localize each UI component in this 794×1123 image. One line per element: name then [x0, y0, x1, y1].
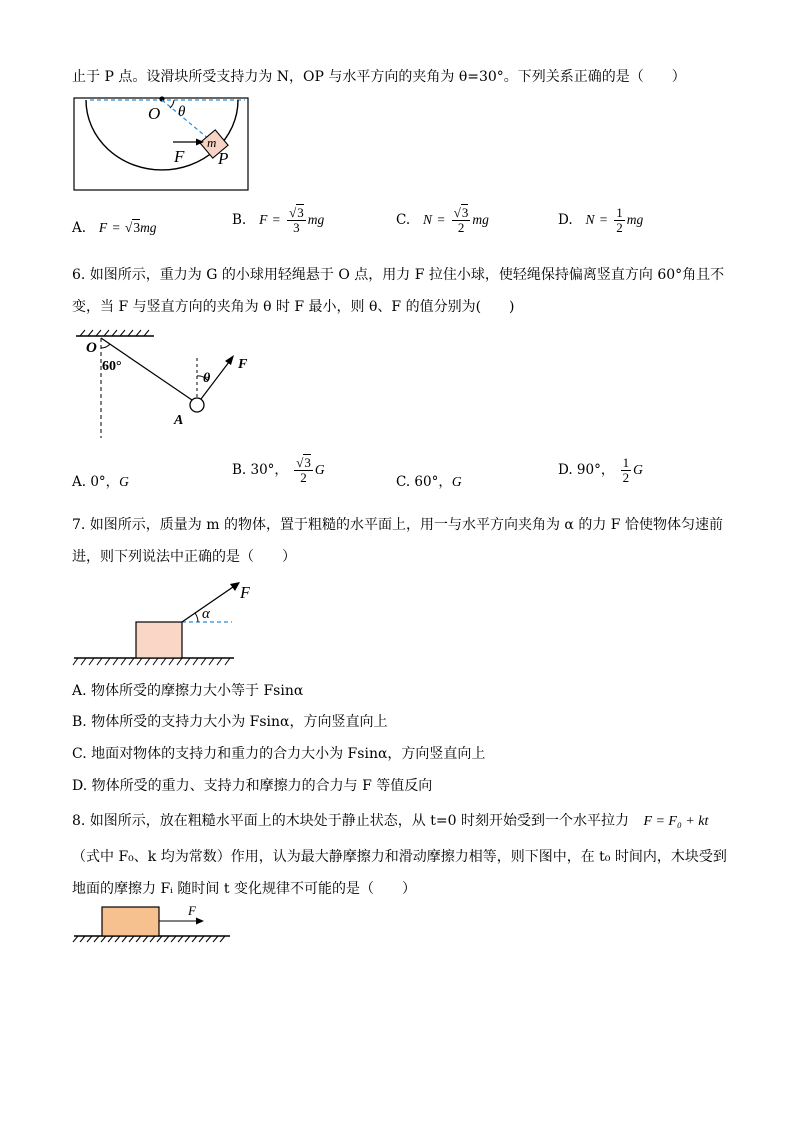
q5-label-theta: θ — [178, 104, 186, 120]
q8-figure — [70, 900, 235, 946]
q8-label-F: F — [188, 903, 196, 918]
q5-stem: 止于 P 点。设滑块所受支持力为 N，OP 与水平方向的夹角为 θ=30°。下列关系正确的是（ ） — [72, 69, 686, 85]
q8-stem-line2: （式中 F₀、k 均为常数）作用，认为最大静摩擦力和滑动摩擦力相等，则下图中，在 t₀ 时间内，木块受到 — [72, 849, 727, 865]
q6-option-a[interactable]: A. 0°，G — [72, 474, 129, 490]
q6-stem-line2: 变，当 F 与竖直方向的夹角为 θ 时 F 最小，则 θ、F 的值分别为( ) — [72, 299, 515, 315]
q6-label-F: F — [238, 357, 248, 372]
q5-label-O: O — [148, 104, 161, 123]
q5-label-F: F — [174, 147, 185, 166]
q7-option-a[interactable]: A. 物体所受的摩擦力大小等于 Fsinα — [72, 683, 304, 699]
q5-figure — [70, 92, 255, 194]
q7-stem-line1: 7. 如图所示，质量为 m 的物体，置于粗糙的水平面上，用一与水平方向夹角为 α 的力 F 恰使物体匀速前 — [72, 517, 723, 533]
q5-option-c[interactable]: C. N = $\frac{√3}{2}$ mg — [396, 205, 489, 235]
q6-label-O: O — [86, 340, 97, 356]
q6-label-60: 60° — [102, 359, 122, 374]
q6-label-A: A — [174, 413, 184, 428]
q5-label-m: m — [207, 135, 217, 150]
q6-label-theta: θ — [203, 371, 211, 386]
q6-option-d[interactable]: D. 90°， $\frac{1}{2}$ G — [558, 455, 643, 485]
q8-stem-line1: 8. 如图所示，放在粗糙水平面上的木块处于静止状态，从 t=0 时刻开始受到一个水平拉力 F = F₀ + kt — [72, 813, 709, 829]
q5-option-a[interactable]: A. F = √3mg — [72, 220, 157, 236]
q7-option-c[interactable]: C. 地面对物体的支持力和重力的合力大小为 Fsinα，方向竖直向上 — [72, 746, 486, 762]
q8-formula: F = F₀ + kt — [643, 814, 709, 829]
q7-figure — [70, 576, 250, 668]
q7-label-F: F — [240, 583, 250, 602]
q6-stem-line1: 6. 如图所示，重力为 G 的小球用轻绳悬于 O 点，用力 F 拉住小球，使轻绳保持偏离竖直方向 60°角且不 — [72, 267, 725, 283]
q6-option-b[interactable]: B. 30°， $\frac{√3}{2}$ G — [232, 455, 325, 485]
q7-stem-line2: 进，则下列说法中正确的是（ ） — [72, 549, 296, 565]
q6-figure — [70, 328, 270, 443]
q5-option-b[interactable]: B. F = $\frac{√3}{3}$ mg — [232, 205, 325, 235]
q5-label-P: P — [218, 149, 229, 168]
q7-option-d[interactable]: D. 物体所受的重力、支持力和摩擦力的合力与 F 等值反向 — [72, 778, 433, 794]
q6-option-c[interactable]: C. 60°，G — [396, 474, 462, 490]
q8-stem-line3: 地面的摩擦力 Fᵢ 随时间 t 变化规律不可能的是（ ） — [72, 881, 416, 897]
q7-label-alpha: α — [202, 606, 210, 622]
q7-option-b[interactable]: B. 物体所受的支持力大小为 Fsinα，方向竖直向上 — [72, 714, 388, 730]
q5-option-d[interactable]: D. N = $\frac{1}{2}$ mg — [558, 205, 644, 235]
